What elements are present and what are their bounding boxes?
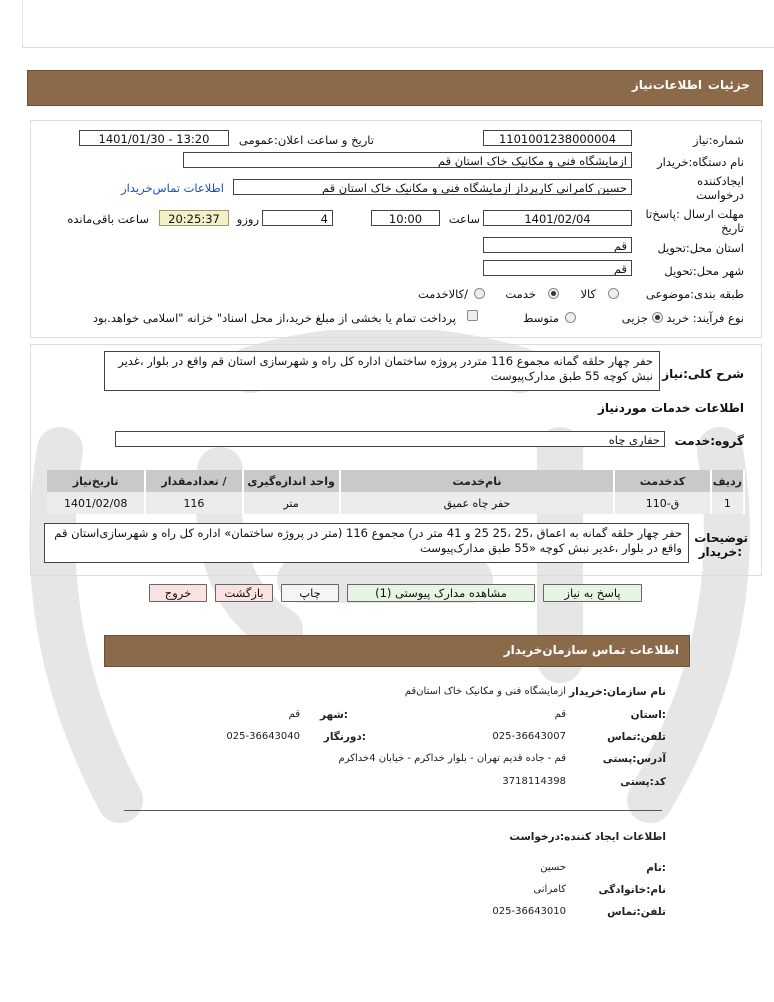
buyer-org-field: ازمایشگاه فنی و مکانیک خاک استان قم (183, 152, 632, 168)
creator-name-label: :نام (646, 862, 666, 874)
province-label: استان محل:تحویل (657, 241, 744, 255)
contact-city-label: :شهر (320, 709, 348, 721)
contact-divider (124, 810, 662, 811)
cell-service-name: حفر چاه عمیق (340, 492, 615, 514)
contact-header-bar (104, 635, 690, 667)
process-medium-radio[interactable] (565, 312, 576, 323)
contact-phone-label: تلفن:تماس (607, 731, 666, 743)
summary-text: حفر چهار حلقه گمانه مجموع 116 متردر پروژه ساختمان اداره کل راه و شهرسازی استان قم واقع در بلوار ،غدیر نبش کوچه 55 طبق مدارک‌پیوست (104, 351, 660, 391)
process-partial-text: جزیی (621, 311, 648, 325)
creator-phone-value: 025-36643010 (492, 906, 566, 917)
creator-family-value: کامرانی (533, 884, 566, 895)
treasury-payment-checkbox[interactable] (467, 310, 478, 321)
deadline-label-line1: مهلت ارسال :پاسخ‌تا (645, 207, 744, 221)
category-goods-service-text: /کالاخدمت (417, 287, 468, 301)
days-label: روزو (236, 212, 259, 226)
creator-field: حسین کامرانی کارپرداز ازمایشگاه فنی و مکانیک خاک استان قم (233, 179, 632, 195)
cell-service-code: ق-110 (614, 492, 711, 514)
announce-datetime-label: تاریخ و ساعت اعلان:عمومی (238, 133, 374, 147)
back-button[interactable]: بازگشت (215, 584, 273, 602)
buyer-notes-label-line2: :خریدار (698, 545, 742, 559)
reply-button[interactable]: پاسخ به نیاز (543, 584, 642, 602)
tab-details[interactable]: جزئیات (707, 78, 750, 92)
contact-org-value: ازمایشگاه فنی و مکانیک خاک استان‌قم (404, 686, 566, 697)
services-title: اطلاعات خدمات موردنیاز (597, 401, 744, 415)
creator-label-line1: ایجادکننده (697, 174, 744, 188)
contact-address-value: قم - جاده قدیم تهران - بلوار خداکرم - خیابان 4خداکرم (338, 753, 566, 764)
contact-postal-label: کد:پستی (620, 776, 666, 788)
contact-title: اطلاعات تماس سازمان‌خریدار (503, 643, 679, 657)
contact-city-value: قم (288, 709, 300, 720)
remaining-time-label: ساعت باقی‌مانده (67, 212, 149, 226)
contact-province-value: قم (554, 709, 566, 720)
summary-label: شرح کلی:نیاز (662, 367, 744, 381)
col-service-name: نام‌خدمت (340, 470, 615, 492)
service-group-field: حفاری چاه (115, 431, 665, 447)
category-label: طبقه بندی:موضوعی (645, 287, 744, 301)
deadline-date-field: 1401/02/04 (483, 210, 632, 226)
creator-label-line2: درخواست (696, 188, 744, 202)
creator-phone-label: تلفن:تماس (607, 906, 666, 918)
print-button[interactable]: چاپ (281, 584, 339, 602)
col-need-date: تاریخ‌نیاز (47, 470, 145, 492)
days-field: 4 (262, 210, 333, 226)
view-attachments-button[interactable]: مشاهده مدارک پیوستی (1) (347, 584, 535, 602)
category-goods-radio[interactable] (608, 288, 619, 299)
remaining-time-display: 20:25:37 (159, 210, 229, 226)
need-number-field: 1101001238000004 (483, 130, 632, 146)
top-left-divider (22, 0, 23, 48)
city-field: قم (483, 260, 632, 276)
treasury-payment-note: پرداخت تمام یا بخشی از مبلغ خرید،از محل اسناد" خزانه "اسلامی خواهد.بود (92, 311, 456, 325)
province-field: قم (483, 237, 632, 253)
creator-section-title: اطلاعات ایجاد کننده:درخواست (509, 831, 666, 843)
top-divider (22, 47, 774, 48)
buyer-notes-text: حفر چهار حلقه گمانه به اعماق ،25 ،25 25 و 41 متر در) مجموع 116 (متر در پروژه ساختمان» اداره کل راه و شهرسازی‌استان قم واقع در بلوار ،غدیر نبش کوچه «55 طبق مدارک‌پیوست (44, 523, 689, 563)
deadline-label-line2: تاریخ (721, 221, 744, 235)
contact-fax-value: 025-36643040 (226, 731, 300, 742)
contact-postal-value: 3718114398 (502, 776, 566, 787)
deadline-time-label: ساعت (448, 212, 480, 226)
contact-fax-label: :دورنگار (323, 731, 366, 743)
city-label: شهر محل:تحویل (664, 264, 744, 278)
creator-name-value: حسین (540, 862, 566, 873)
contact-org-label: نام سازمان:خریدار (569, 686, 666, 698)
col-unit: واحد اندازه‌گیری (243, 470, 340, 492)
contact-address-label: آدرس:پستی (602, 753, 666, 765)
process-medium-text: متوسط (522, 311, 559, 325)
category-service-text: خدمت (505, 287, 536, 301)
creator-family-label: نام:خانوادگی (598, 884, 666, 896)
process-type-label: نوع فرآیند: خرید (666, 311, 744, 325)
services-table (47, 470, 745, 514)
tab-need-info[interactable]: اطلاعات‌نیاز (631, 78, 702, 92)
category-goods-service-radio[interactable] (474, 288, 485, 299)
cell-unit: متر (243, 492, 340, 514)
cell-row: 1 (711, 492, 744, 514)
category-service-radio[interactable] (548, 288, 559, 299)
exit-button[interactable]: خروج (149, 584, 207, 602)
buyer-org-label: نام دستگاه:خریدار (657, 155, 744, 169)
buyer-notes-label-line1: توضیحات (694, 531, 748, 545)
buyer-contact-link[interactable]: اطلاعات تماس‌خریدار (121, 181, 224, 195)
service-group-label: گروه:خدمت (674, 434, 744, 448)
deadline-time-field: 10:00 (371, 210, 440, 226)
process-partial-radio[interactable] (652, 312, 663, 323)
category-goods-text: کالا (580, 287, 596, 301)
col-quantity: / تعدادمقدار (145, 470, 242, 492)
cell-need-date: 1401/02/08 (47, 492, 145, 514)
table-row (47, 492, 744, 514)
need-number-label: شماره:نیاز (693, 133, 744, 147)
col-row: ردیف (711, 470, 744, 492)
contact-province-label: :استان (630, 709, 666, 721)
col-service-code: کدخدمت (614, 470, 711, 492)
contact-phone-value: 025-36643007 (492, 731, 566, 742)
cell-quantity: 116 (145, 492, 242, 514)
table-header-row (47, 470, 744, 492)
details-header-bar (27, 70, 763, 106)
announce-datetime-field: 1401/01/30 - 13:20 (79, 130, 229, 146)
